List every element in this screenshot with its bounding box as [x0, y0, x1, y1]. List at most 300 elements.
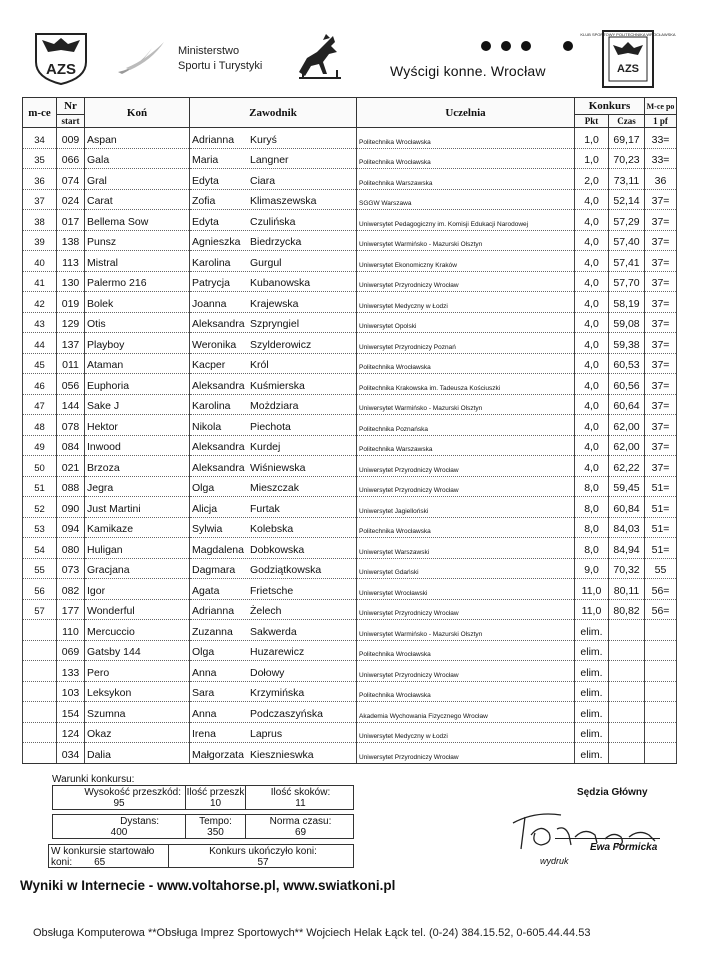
- rider-cell: [190, 374, 357, 395]
- start-number-cell: 069: [57, 640, 85, 661]
- azs-eagle-logo: [32, 28, 90, 86]
- horse-cell: Leksykon: [85, 681, 190, 702]
- time-norm-cell: [246, 815, 355, 838]
- university-cell: Politechnika Wrocławska: [357, 128, 575, 149]
- rider-last-name: Podczaszyńska: [250, 707, 323, 720]
- row-margin: [677, 599, 697, 620]
- university-cell: Uniwersytet Przyrodniczy Wrocław: [357, 743, 575, 764]
- row-margin: [677, 517, 697, 538]
- table-row: [23, 538, 697, 559]
- row-margin: [677, 230, 697, 251]
- points-cell: elim.: [575, 681, 609, 702]
- place-cell: 57: [23, 599, 57, 620]
- rider-first-name: Aleksandra: [192, 379, 245, 392]
- rider-first-name: Maria: [192, 154, 219, 166]
- place-cell: [23, 702, 57, 723]
- horse-cell: Igor: [85, 579, 190, 600]
- judge-title: Sędzia Główny: [577, 787, 648, 798]
- conditions-label: Warunki konkursu:: [52, 774, 135, 785]
- rider-last-name: Kubanowska: [250, 277, 311, 289]
- header-time: Czas: [609, 115, 645, 128]
- table-row: [23, 271, 697, 292]
- rider-first-name: Olga: [192, 646, 215, 658]
- start-number-cell: 124: [57, 722, 85, 743]
- points-cell: 8,0: [575, 497, 609, 518]
- place-after-cell: [645, 620, 677, 641]
- rider-cell: [190, 271, 357, 292]
- time-cell: 69,17: [609, 128, 645, 149]
- points-cell: 4,0: [575, 271, 609, 292]
- place-cell: 54: [23, 538, 57, 559]
- rider-cell: [190, 702, 357, 723]
- start-number-cell: 080: [57, 538, 85, 559]
- place-cell: [23, 661, 57, 682]
- points-cell: 8,0: [575, 517, 609, 538]
- tempo-label: Tempo:: [199, 816, 232, 827]
- horse-cell: Gracjana: [85, 558, 190, 579]
- rider-last-name: Dołowy: [250, 666, 285, 679]
- points-cell: 2,0: [575, 169, 609, 190]
- time-norm-label: Norma czasu:: [269, 816, 332, 827]
- obstacles-label: Ilość przeszk: [186, 787, 245, 798]
- header-start: start: [57, 115, 85, 128]
- place-after-cell: 37=: [645, 189, 677, 210]
- place-after-cell: 37=: [645, 210, 677, 231]
- row-margin: [677, 251, 697, 272]
- rider-last-name: Król: [250, 359, 269, 371]
- place-cell: 48: [23, 415, 57, 436]
- start-number-cell: 066: [57, 148, 85, 169]
- points-cell: elim.: [575, 661, 609, 682]
- points-cell: 8,0: [575, 538, 609, 559]
- place-cell: 49: [23, 435, 57, 456]
- place-after-cell: [645, 661, 677, 682]
- height-cell: [53, 786, 186, 809]
- rider-first-name: Karolina: [192, 256, 231, 269]
- start-number-cell: 021: [57, 456, 85, 477]
- place-cell: 41: [23, 271, 57, 292]
- finished-label: Konkurs ukończyło koni:: [209, 846, 317, 857]
- place-after-cell: 37=: [645, 374, 677, 395]
- start-number-cell: 011: [57, 353, 85, 374]
- rider-cell: [190, 640, 357, 661]
- time-cell: 59,45: [609, 476, 645, 497]
- rider-last-name: Laprus: [250, 728, 283, 740]
- rider-cell: [190, 230, 357, 251]
- place-cell: 55: [23, 558, 57, 579]
- university-cell: Uniwersytet Ekonomiczny Kraków: [357, 251, 575, 272]
- horse-cell: Palermo 216: [85, 271, 190, 292]
- horse-cell: Gala: [85, 148, 190, 169]
- rider-last-name: Kolebska: [250, 523, 294, 535]
- points-cell: 4,0: [575, 415, 609, 436]
- table-row: [23, 476, 697, 497]
- rider-first-name: Zofia: [192, 195, 216, 207]
- university-cell: Politechnika Warszawska: [357, 435, 575, 456]
- rider-cell: [190, 292, 357, 313]
- place-cell: 37: [23, 189, 57, 210]
- university-cell: Uniwersytet Przyrodniczy Poznań: [357, 333, 575, 354]
- obstacles-cell: [186, 786, 246, 809]
- height-label: Wysokość przeszkód:: [84, 787, 181, 798]
- rider-last-name: Godziątkowska: [250, 564, 322, 576]
- table-row: [23, 148, 697, 169]
- rider-first-name: Aleksandra: [192, 461, 245, 474]
- start-number-cell: 113: [57, 251, 85, 272]
- conditions-box-2: [52, 814, 354, 839]
- row-margin: [677, 722, 697, 743]
- rider-last-name: Krzymińska: [250, 687, 305, 699]
- time-cell: 60,84: [609, 497, 645, 518]
- time-cell: 70,32: [609, 558, 645, 579]
- start-number-cell: 056: [57, 374, 85, 395]
- rider-cell: [190, 169, 357, 190]
- rider-last-name: Wiśniewska: [250, 461, 306, 474]
- start-number-cell: 009: [57, 128, 85, 149]
- horse-cell: Wonderful: [85, 599, 190, 620]
- rider-first-name: Joanna: [192, 297, 227, 310]
- jumps-label: Ilość skoków:: [270, 787, 331, 798]
- horse-cell: Gatsby 144: [85, 640, 190, 661]
- table-row: [23, 681, 697, 702]
- university-cell: Politechnika Wrocławska: [357, 148, 575, 169]
- points-cell: 1,0: [575, 128, 609, 149]
- points-cell: elim.: [575, 702, 609, 723]
- rider-first-name: Małgorzata: [192, 748, 244, 761]
- row-margin: [677, 497, 697, 518]
- horse-cell: Inwood: [85, 435, 190, 456]
- time-cell: [609, 722, 645, 743]
- place-cell: [23, 743, 57, 764]
- row-margin: [677, 312, 697, 333]
- rider-cell: [190, 722, 357, 743]
- place-cell: 46: [23, 374, 57, 395]
- place-after-cell: 51=: [645, 476, 677, 497]
- horse-cell: Brzoza: [85, 456, 190, 477]
- rider-first-name: Alicja: [192, 502, 218, 515]
- table-row: [23, 435, 697, 456]
- university-cell: SGGW Warszawa: [357, 189, 575, 210]
- rider-cell: [190, 333, 357, 354]
- rider-first-name: Edyta: [192, 174, 219, 187]
- place-cell: 40: [23, 251, 57, 272]
- distance-value: 400: [110, 827, 128, 838]
- rider-last-name: Kuśmierska: [250, 379, 305, 392]
- row-margin: [677, 292, 697, 313]
- place-cell: 36: [23, 169, 57, 190]
- rider-last-name: Krajewska: [250, 297, 299, 310]
- club-logo: [580, 28, 676, 90]
- horse-cell: Just Martini: [85, 497, 190, 518]
- time-cell: [609, 661, 645, 682]
- finished-cell: [169, 845, 355, 867]
- university-cell: Uniwersytet Gdański: [357, 558, 575, 579]
- horse-cell: Pero: [85, 661, 190, 682]
- row-margin: [677, 661, 697, 682]
- rider-last-name: Czulińska: [250, 215, 296, 228]
- time-cell: 60,56: [609, 374, 645, 395]
- time-cell: 59,38: [609, 333, 645, 354]
- place-cell: 53: [23, 517, 57, 538]
- row-margin: [677, 189, 697, 210]
- start-number-cell: 144: [57, 394, 85, 415]
- time-cell: [609, 702, 645, 723]
- ministry-line-2: Sportu i Turystyki: [178, 60, 263, 72]
- horse-cell: Dalia: [85, 743, 190, 764]
- place-after-cell: [645, 640, 677, 661]
- table-row: [23, 189, 697, 210]
- rider-cell: [190, 189, 357, 210]
- ministry-swoosh-logo: [112, 38, 172, 78]
- time-cell: [609, 743, 645, 764]
- row-margin: [677, 681, 697, 702]
- place-after-cell: 51=: [645, 497, 677, 518]
- start-number-cell: 082: [57, 579, 85, 600]
- university-cell: Uniwersytet Opolski: [357, 312, 575, 333]
- rider-cell: [190, 128, 357, 149]
- results-rows: [23, 128, 697, 764]
- university-cell: Uniwersytet Warmińsko - Mazurski Olsztyn: [357, 620, 575, 641]
- row-margin: [677, 702, 697, 723]
- row-margin: [677, 640, 697, 661]
- ministry-name: [178, 44, 262, 74]
- university-cell: Uniwersytet Medyczny w Łodzi: [357, 722, 575, 743]
- tempo-value: 350: [207, 827, 224, 838]
- points-cell: 4,0: [575, 251, 609, 272]
- svg-text:KLUB SPORTOWY POLITECHNIKA WRO: KLUB SPORTOWY POLITECHNIKA WROCŁAWSKA: [580, 32, 676, 37]
- table-row: [23, 558, 697, 579]
- rider-cell: [190, 558, 357, 579]
- start-number-cell: 084: [57, 435, 85, 456]
- horse-cell: Playboy: [85, 333, 190, 354]
- place-after-cell: 37=: [645, 333, 677, 354]
- time-cell: 62,22: [609, 456, 645, 477]
- start-number-cell: 177: [57, 599, 85, 620]
- horse-cell: Ataman: [85, 353, 190, 374]
- started-value: 65: [94, 857, 106, 868]
- place-after-cell: [645, 702, 677, 723]
- time-cell: 80,82: [609, 599, 645, 620]
- distance-label: Dystans:: [120, 816, 159, 827]
- university-cell: Politechnika Poznańska: [357, 415, 575, 436]
- points-cell: 4,0: [575, 292, 609, 313]
- horse-cell: Otis: [85, 312, 190, 333]
- table-row: [23, 333, 697, 354]
- time-cell: 62,00: [609, 435, 645, 456]
- university-cell: Politechnika Warszawska: [357, 169, 575, 190]
- rider-last-name: Biedrzycka: [250, 236, 302, 248]
- time-cell: 60,64: [609, 394, 645, 415]
- rider-cell: [190, 517, 357, 538]
- header-place-after-sub: 1 pf: [645, 115, 677, 128]
- rider-first-name: Karolina: [192, 400, 231, 412]
- rider-cell: [190, 312, 357, 333]
- rider-first-name: Aleksandra: [192, 441, 245, 453]
- rider-cell: [190, 743, 357, 764]
- table-row: [23, 497, 697, 518]
- table-row: [23, 251, 697, 272]
- header-konkurs: Konkurs: [575, 98, 645, 115]
- place-after-cell: 33=: [645, 148, 677, 169]
- table-row: [23, 456, 697, 477]
- place-cell: [23, 681, 57, 702]
- start-number-cell: 034: [57, 743, 85, 764]
- rider-first-name: Olga: [192, 482, 215, 494]
- time-cell: 57,70: [609, 271, 645, 292]
- finished-value: 57: [257, 857, 269, 868]
- time-cell: 80,11: [609, 579, 645, 600]
- horse-cell: Euphoria: [85, 374, 190, 395]
- start-number-cell: 094: [57, 517, 85, 538]
- obstacles-value: 10: [209, 798, 222, 809]
- conditions-box-1: [52, 785, 354, 810]
- rider-cell: [190, 148, 357, 169]
- tempo-cell: [186, 815, 246, 838]
- time-cell: 84,94: [609, 538, 645, 559]
- rider-last-name: Frietsche: [250, 584, 294, 597]
- started-cell: [49, 845, 169, 867]
- table-row: [23, 517, 697, 538]
- points-cell: 4,0: [575, 456, 609, 477]
- points-cell: 11,0: [575, 579, 609, 600]
- place-after-cell: 51=: [645, 517, 677, 538]
- table-row: [23, 620, 697, 641]
- horse-cell: Carat: [85, 189, 190, 210]
- points-cell: elim.: [575, 722, 609, 743]
- points-cell: 4,0: [575, 189, 609, 210]
- place-cell: 43: [23, 312, 57, 333]
- row-margin: [677, 620, 697, 641]
- place-cell: [23, 620, 57, 641]
- rider-first-name: Agnieszka: [192, 236, 241, 248]
- time-cell: 84,03: [609, 517, 645, 538]
- place-after-cell: [645, 743, 677, 764]
- table-row: [23, 599, 697, 620]
- start-number-cell: 073: [57, 558, 85, 579]
- footer-credits: Obsługa Komputerowa **Obsługa Imprez Sportowych** Wojciech Helak Łąck tel. (0-24) 384.15.52, 0-605.44.44.53: [33, 927, 591, 939]
- row-margin: [677, 148, 697, 169]
- rider-last-name: Szpryngiel: [250, 318, 300, 330]
- start-number-cell: 138: [57, 230, 85, 251]
- rider-cell: [190, 435, 357, 456]
- start-number-cell: 110: [57, 620, 85, 641]
- svg-text:AZS: AZS: [46, 61, 76, 78]
- document-header: [0, 0, 709, 95]
- university-cell: Politechnika Krakowska im. Tadeusza Kościuszki: [357, 374, 575, 395]
- place-after-cell: 51=: [645, 538, 677, 559]
- place-cell: 52: [23, 497, 57, 518]
- horse-cell: Punsz: [85, 230, 190, 251]
- points-cell: 4,0: [575, 210, 609, 231]
- time-cell: 57,29: [609, 210, 645, 231]
- place-cell: 51: [23, 476, 57, 497]
- time-cell: [609, 620, 645, 641]
- table-row: [23, 169, 697, 190]
- rider-first-name: Nikola: [192, 420, 222, 433]
- row-margin: [677, 271, 697, 292]
- table-row: [23, 579, 697, 600]
- table-row: [23, 230, 697, 251]
- university-cell: Uniwersytet Przyrodniczy Wrocław: [357, 271, 575, 292]
- table-row: [23, 312, 697, 333]
- header-university: Uczelnia: [357, 98, 575, 128]
- table-row: [23, 210, 697, 231]
- place-cell: 39: [23, 230, 57, 251]
- jumps-value: 11: [295, 798, 306, 809]
- university-cell: Uniwersytet Medyczny w Łodzi: [357, 292, 575, 313]
- start-number-cell: 133: [57, 661, 85, 682]
- place-after-cell: 33=: [645, 128, 677, 149]
- points-cell: 8,0: [575, 476, 609, 497]
- judge-name: Ewa Formicka: [590, 842, 658, 853]
- event-title: Wyścigi konne. Wrocław: [390, 63, 546, 79]
- university-cell: Uniwersytet Warszawski: [357, 538, 575, 559]
- start-number-cell: 078: [57, 415, 85, 436]
- time-cell: 58,19: [609, 292, 645, 313]
- rider-last-name: Huzarewicz: [250, 646, 305, 658]
- rider-first-name: Sara: [192, 687, 215, 699]
- rider-last-name: Furtak: [250, 502, 280, 515]
- time-cell: 73,11: [609, 169, 645, 190]
- time-cell: [609, 681, 645, 702]
- rider-first-name: Aleksandra: [192, 318, 245, 330]
- rider-cell: [190, 497, 357, 518]
- points-cell: 4,0: [575, 333, 609, 354]
- rider-last-name: Możdziara: [250, 400, 299, 412]
- start-number-cell: 017: [57, 210, 85, 231]
- place-cell: 50: [23, 456, 57, 477]
- start-number-cell: 130: [57, 271, 85, 292]
- time-norm-value: 69: [294, 827, 307, 838]
- points-cell: 4,0: [575, 312, 609, 333]
- place-after-cell: 37=: [645, 230, 677, 251]
- horse-cell: Gral: [85, 169, 190, 190]
- place-after-cell: 56=: [645, 599, 677, 620]
- horse-cell: Huligan: [85, 538, 190, 559]
- web-results-note: Wyniki w Internecie - www.voltahorse.pl, www.swiatkoni.pl: [20, 878, 396, 893]
- horse-cell: Jegra: [85, 476, 190, 497]
- header-rider: Zawodnik: [190, 98, 357, 128]
- rider-last-name: Szylderowicz: [250, 338, 312, 351]
- row-margin: [677, 169, 697, 190]
- jumping-horse-logo: [293, 32, 347, 80]
- rider-last-name: Mieszczak: [250, 482, 300, 494]
- rider-last-name: Sakwerda: [250, 625, 297, 638]
- table-row: [23, 374, 697, 395]
- printout-label: wydruk: [540, 856, 569, 866]
- row-margin: [677, 333, 697, 354]
- rider-cell: [190, 620, 357, 641]
- rider-first-name: Dagmara: [192, 564, 236, 576]
- place-cell: [23, 722, 57, 743]
- place-cell: 38: [23, 210, 57, 231]
- place-after-cell: 37=: [645, 394, 677, 415]
- university-cell: Uniwersytet Przyrodniczy Wrocław: [357, 661, 575, 682]
- start-number-cell: 019: [57, 292, 85, 313]
- place-cell: 44: [23, 333, 57, 354]
- signature-line: [555, 838, 660, 839]
- row-margin: [677, 128, 697, 149]
- row-margin: [677, 743, 697, 764]
- rider-last-name: Kurdej: [250, 441, 281, 453]
- results-table: [22, 97, 697, 764]
- header-nr: Nr: [57, 98, 85, 115]
- rider-last-name: Gurgul: [250, 256, 282, 269]
- points-cell: 4,0: [575, 374, 609, 395]
- horse-cell: Bolek: [85, 292, 190, 313]
- table-row: [23, 292, 697, 313]
- rider-first-name: Weronika: [192, 338, 237, 351]
